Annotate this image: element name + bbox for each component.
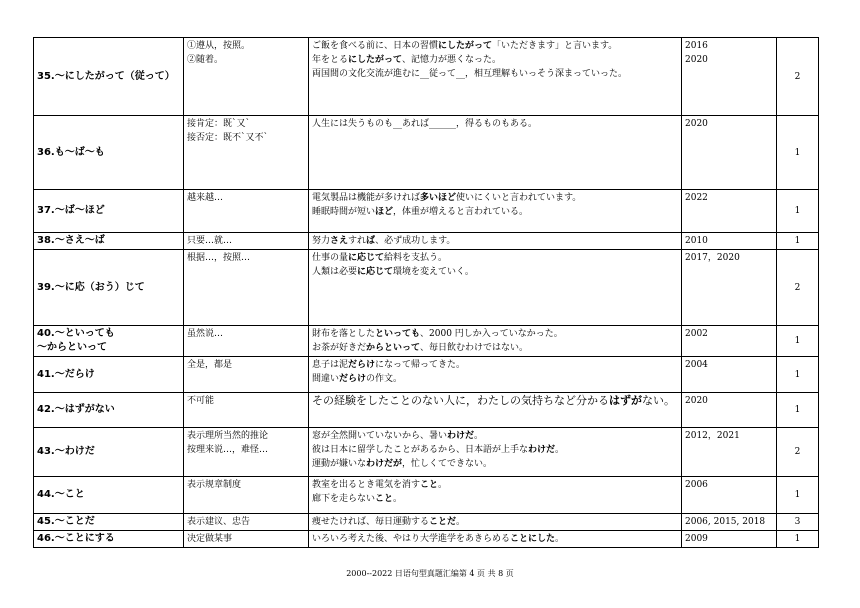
highlighted-pattern: こと: [375, 494, 394, 504]
exam-years-cell: [682, 357, 777, 393]
highlighted-pattern: ことにした: [510, 534, 556, 544]
sentence-text: ，忙しくてできない。: [402, 459, 493, 469]
example-sentence: [312, 234, 678, 248]
exam-years-cell: [682, 233, 777, 250]
table-row: [34, 116, 819, 190]
exam-year: 2017，2020: [685, 253, 740, 263]
grammar-pattern: 37.～ば～ほど: [34, 190, 184, 233]
sentence-text: 、2000 円しか入っていなかった。: [420, 329, 563, 339]
meaning-cell: [184, 428, 309, 477]
example-sentence: [312, 67, 678, 81]
highlighted-pattern: といっても: [375, 329, 421, 339]
meaning-cell: [184, 357, 309, 393]
sentence-text: 、記憶力が悪くなった。: [402, 55, 502, 65]
sentence-text: 彼は日本に留学したことがあるから、日本語が上手な: [312, 445, 529, 455]
sentence-text: 使いにくいと言われています。: [456, 193, 582, 203]
meaning-line: 不可能: [187, 396, 215, 406]
highlighted-pattern: にしたがって: [438, 41, 493, 51]
sentence-text: 人類は必要: [312, 267, 358, 277]
example-sentence: [312, 443, 678, 457]
meaning-cell: [184, 250, 309, 326]
sentence-text: 。: [555, 534, 565, 544]
exam-years-cell: [682, 326, 777, 357]
highlighted-pattern: 多いほど: [420, 193, 457, 203]
occurrence-count: 1: [777, 233, 819, 250]
table-row: [34, 477, 819, 514]
highlighted-pattern: ば: [366, 236, 376, 246]
grammar-table-body: [34, 38, 819, 548]
meaning-line: 表示理所当然的推论: [187, 431, 269, 441]
occurrence-count: 1: [777, 190, 819, 233]
example-cell: [309, 357, 682, 393]
highlighted-pattern: さえ: [330, 236, 349, 246]
occurrence-count: 1: [777, 357, 819, 393]
grammar-table: [33, 37, 819, 548]
exam-year: 2020: [685, 55, 708, 65]
grammar-pattern: 36.も～ば～も: [34, 116, 184, 190]
sentence-text: 廊下を走らない: [312, 494, 376, 504]
table-row: [34, 326, 819, 357]
occurrence-count: 2: [777, 428, 819, 477]
grammar-pattern: 46.～ことにする: [34, 531, 184, 548]
exam-years-cell: [682, 38, 777, 116]
occurrence-count: 2: [777, 250, 819, 326]
meaning-line: 接肯定：既`又`: [187, 119, 251, 129]
highlighted-pattern: に応じて: [348, 253, 385, 263]
sentence-text: 。: [456, 517, 466, 527]
example-sentence: [312, 327, 678, 341]
exam-years-cell: [682, 428, 777, 477]
sentence-text: 財布を落とした: [312, 329, 376, 339]
sentence-text: その経験をしたことのない人に，わたしの気持ちなど分かる: [312, 394, 609, 407]
example-sentence: [312, 341, 678, 355]
sentence-text: 環境を変えていく。: [393, 267, 474, 277]
grammar-pattern: 35.～にしたがって（従って）: [34, 38, 184, 116]
exam-year: 2022: [685, 193, 708, 203]
grammar-pattern: 39.～に応（おう）じて: [34, 250, 184, 326]
sentence-text: ，体重が増えると言われている。: [393, 207, 529, 217]
grammar-pattern: 43.～わけだ: [34, 428, 184, 477]
occurrence-count: 3: [777, 514, 819, 531]
exam-year: 2004: [685, 360, 708, 370]
highlighted-pattern: わけだが: [366, 459, 403, 469]
sentence-text: 、必ず成功します。: [375, 236, 456, 246]
occurrence-count: 1: [777, 326, 819, 357]
exam-year: 2020: [685, 396, 708, 406]
sentence-text: 給料を支払う。: [384, 253, 448, 263]
sentence-text: 電気製品は機能が多ければ: [312, 193, 421, 203]
table-row: [34, 38, 819, 116]
sentence-text: の作文。: [366, 374, 403, 384]
sentence-text: 運動が嫌いな: [312, 459, 367, 469]
table-row: [34, 393, 819, 428]
exam-years-cell: [682, 116, 777, 190]
table-row: [34, 428, 819, 477]
sentence-text: 睡眠時間が短い: [312, 207, 376, 217]
example-sentence: [312, 372, 678, 386]
table-row: [34, 357, 819, 393]
example-sentence: [312, 429, 678, 443]
sentence-text: 「いただきます」と言います。: [492, 41, 618, 51]
exam-years-cell: [682, 531, 777, 548]
example-sentence: [312, 191, 678, 205]
example-sentence: [312, 492, 678, 506]
table-row: [34, 514, 819, 531]
exam-year: 2002: [685, 329, 708, 339]
highlighted-pattern: にしたがって: [348, 55, 403, 65]
meaning-line: ②随着。: [187, 55, 224, 65]
exam-years-cell: [682, 514, 777, 531]
meaning-line: 接否定：既不`又不`: [187, 133, 269, 143]
example-sentence: [312, 515, 678, 529]
example-sentence: [312, 358, 678, 372]
sentence-text: すれ: [348, 236, 367, 246]
meaning-cell: [184, 531, 309, 548]
example-sentence: [312, 117, 678, 131]
grammar-pattern: 42.～はずがない: [34, 393, 184, 428]
sentence-text: 。: [393, 494, 403, 504]
sentence-text: 教室を出るとき電気を消す: [312, 480, 421, 490]
exam-year: 2006: [685, 480, 708, 490]
exam-years-cell: [682, 393, 777, 428]
meaning-line: 表示规章制度: [187, 480, 242, 490]
occurrence-count: 1: [777, 531, 819, 548]
table-row: [34, 190, 819, 233]
highlighted-pattern: に応じて: [357, 267, 394, 277]
example-sentence: [312, 205, 678, 219]
sentence-text: いろいろ考えた後、やはり大学進学をあきらめる: [312, 534, 511, 544]
grammar-pattern: 45.～ことだ: [34, 514, 184, 531]
highlighted-pattern: からといって: [366, 343, 421, 353]
highlighted-pattern: はずが: [609, 394, 642, 407]
highlighted-pattern: だらけ: [339, 374, 367, 384]
sentence-text: 。: [438, 480, 448, 490]
example-cell: [309, 531, 682, 548]
sentence-text: ない。: [642, 394, 675, 407]
meaning-line: 全是，都是: [187, 360, 233, 370]
highlighted-pattern: わけだ: [528, 445, 556, 455]
meaning-cell: [184, 190, 309, 233]
highlighted-pattern: だらけ: [348, 360, 376, 370]
meaning-line: 决定做某事: [187, 534, 233, 544]
highlighted-pattern: ことだ: [429, 517, 457, 527]
sentence-text: 、毎日飲むわけではない。: [420, 343, 529, 353]
highlighted-pattern: わけだ: [447, 431, 475, 441]
meaning-cell: [184, 514, 309, 531]
example-sentence: [312, 53, 678, 67]
exam-years-cell: [682, 477, 777, 514]
example-sentence: [312, 478, 678, 492]
meaning-cell: [184, 38, 309, 116]
meaning-line: 按理来说…，难怪…: [187, 445, 269, 455]
table-row: [34, 531, 819, 548]
example-sentence: [312, 39, 678, 53]
occurrence-count: 1: [777, 116, 819, 190]
highlighted-pattern: こと: [420, 480, 439, 490]
meaning-line: 虽然说…: [187, 329, 224, 339]
example-sentence: [312, 532, 678, 546]
exam-years-cell: [682, 250, 777, 326]
exam-years-cell: [682, 190, 777, 233]
example-cell: [309, 326, 682, 357]
occurrence-count: 1: [777, 477, 819, 514]
page-footer: 2000--2022 日语句型真题汇编第 4 页 共 8 页: [346, 569, 514, 578]
sentence-text: お茶が好きだ: [312, 343, 367, 353]
example-sentence: [312, 265, 678, 279]
example-cell: [309, 233, 682, 250]
sentence-text: 両国間の文化交流が進むに__従って__，相互理解もいっそう深まっていった。: [312, 69, 628, 79]
exam-year: 2006, 2015, 2018: [685, 517, 766, 527]
example-sentence: [312, 394, 678, 408]
example-cell: [309, 250, 682, 326]
sentence-text: 仕事の量: [312, 253, 349, 263]
exam-year: 2020: [685, 119, 708, 129]
sentence-text: 。: [474, 431, 484, 441]
highlighted-pattern: ほど: [375, 207, 394, 217]
meaning-cell: [184, 477, 309, 514]
table-row: [34, 233, 819, 250]
sentence-text: ご飯を食べる前に、日本の習慣: [312, 41, 439, 51]
example-cell: [309, 428, 682, 477]
sentence-text: 間違い: [312, 374, 340, 384]
table-row: [34, 250, 819, 326]
occurrence-count: 1: [777, 393, 819, 428]
example-cell: [309, 116, 682, 190]
meaning-line: 只要…就…: [187, 236, 233, 246]
exam-year: 2010: [685, 236, 708, 246]
grammar-pattern: 38.～さえ～ば: [34, 233, 184, 250]
occurrence-count: 2: [777, 38, 819, 116]
meaning-cell: [184, 116, 309, 190]
example-cell: [309, 190, 682, 233]
example-cell: [309, 477, 682, 514]
example-cell: [309, 393, 682, 428]
sentence-text: 窓が全然開いていないから、暑い: [312, 431, 448, 441]
sentence-text: 。: [555, 445, 565, 455]
grammar-pattern: 44.～こと: [34, 477, 184, 514]
meaning-line: 表示建议、忠告: [187, 517, 251, 527]
sentence-text: になって帰ってきた。: [375, 360, 466, 370]
meaning-cell: [184, 233, 309, 250]
sentence-text: 息子は泥: [312, 360, 349, 370]
meaning-line: ①遵从，按照。: [187, 41, 251, 51]
example-cell: [309, 514, 682, 531]
meaning-line: 根据…，按照…: [187, 253, 251, 263]
exam-year: 2012，2021: [685, 431, 740, 441]
example-cell: [309, 38, 682, 116]
example-sentence: [312, 457, 678, 471]
meaning-line: 越来越…: [187, 193, 224, 203]
sentence-text: 人生には失うものも__あれば______，得るものもある。: [312, 119, 538, 129]
meaning-cell: [184, 326, 309, 357]
example-sentence: [312, 251, 678, 265]
sentence-text: 年をとる: [312, 55, 349, 65]
exam-year: 2009: [685, 534, 708, 544]
sentence-text: 努力: [312, 236, 331, 246]
sentence-text: 痩せたければ、毎日運動する: [312, 517, 430, 527]
exam-year: 2016: [685, 41, 708, 51]
meaning-cell: [184, 393, 309, 428]
grammar-pattern: 40.～といっても ～からといって: [34, 326, 184, 357]
grammar-pattern: 41.～だらけ: [34, 357, 184, 393]
